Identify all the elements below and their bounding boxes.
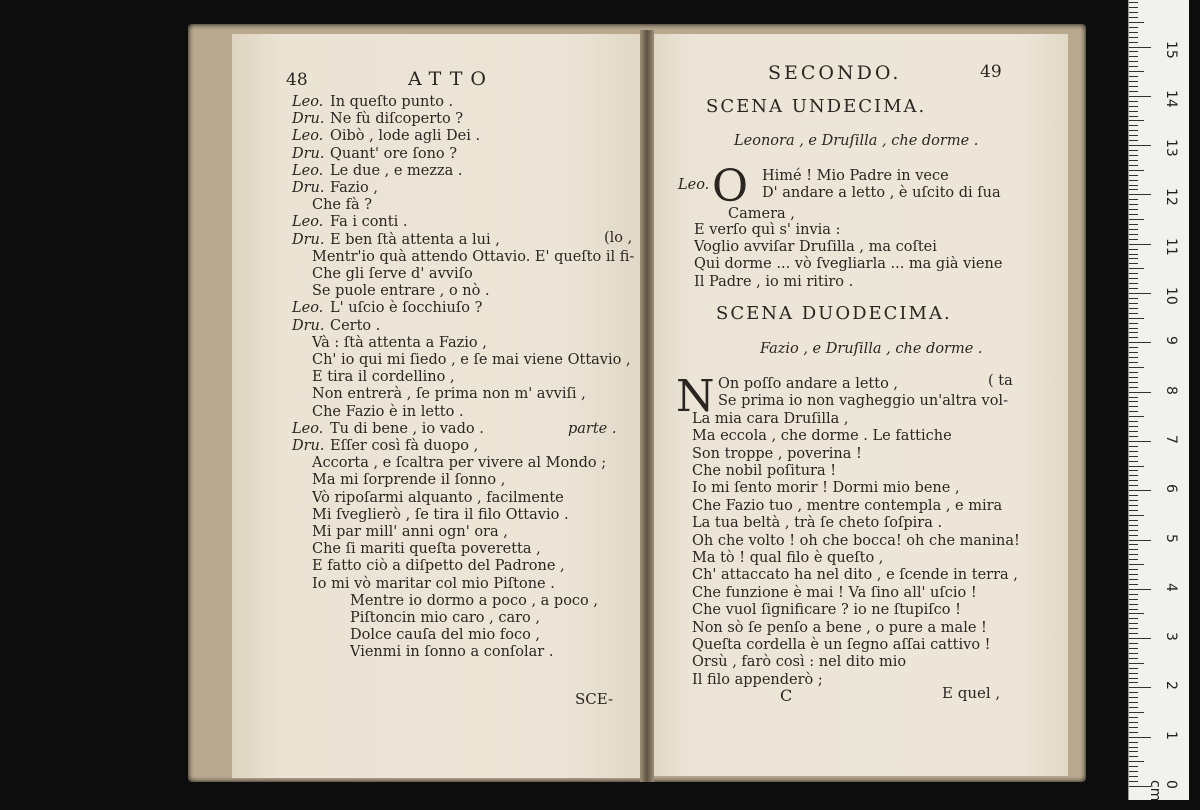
speaker-label: Dru. [292, 231, 325, 248]
verse-line: Vò ripoſarmi alquanto , facilmente [312, 489, 564, 506]
ruler-tick [1129, 495, 1138, 496]
ruler-tick [1129, 180, 1138, 181]
ruler-tick [1129, 372, 1138, 373]
verse-line: Ma tò ! qual filo è queſto , [692, 550, 884, 566]
ruler-tick [1129, 643, 1138, 644]
ruler-tick [1129, 628, 1138, 629]
verse-line: Le due , e mezza . [330, 162, 463, 179]
verse-line: E tira il cordellino , [312, 369, 455, 386]
scene-undecima-speaker: Leo. [678, 177, 710, 193]
ruler-tick [1129, 673, 1138, 674]
verse-line: Fazio , [330, 180, 378, 196]
ruler-tick [1129, 668, 1138, 669]
ruler-tick [1129, 61, 1138, 62]
ruler-tick [1129, 288, 1138, 289]
ruler-number: 9 [1163, 336, 1179, 346]
verse-line: E verſo quì s' invia : [694, 222, 841, 238]
ruler-tick [1129, 106, 1138, 107]
ruler-tick [1129, 111, 1138, 112]
right-page-number: 49 [980, 62, 1002, 82]
ruler-tick [1129, 170, 1144, 171]
verse-line: In queſto punto . [330, 94, 454, 110]
verse-line: L' uſcio è ſocchiuſo ? [330, 300, 483, 317]
ruler-tick [1129, 273, 1138, 274]
ruler-number: 10 [1163, 287, 1179, 305]
ruler-tick [1129, 377, 1138, 378]
ruler-tick [1129, 707, 1138, 708]
speaker-label: Dru. [292, 180, 325, 196]
ruler-tick [1129, 761, 1144, 762]
verse-line: Oh che volto ! oh che bocca! oh che manina! [692, 532, 1020, 549]
ruler-tick [1129, 687, 1151, 688]
ruler-tick [1129, 165, 1138, 166]
ruler-tick [1129, 214, 1138, 215]
speaker-label: Leo. [292, 128, 324, 145]
ruler-tick [1129, 609, 1138, 610]
ruler-tick [1129, 244, 1151, 245]
ruler-tick [1129, 742, 1138, 743]
ruler-tick [1129, 510, 1138, 511]
verse-line: Ch' attaccato ha nel dito , e ſcende in terra , [692, 567, 1018, 584]
ruler-tick [1129, 500, 1138, 501]
ruler-tick [1129, 51, 1138, 52]
ruler-tick [1129, 263, 1138, 264]
ruler-tick [1129, 145, 1151, 146]
verse-line: Voglio avviſar Druſilla , ma coſtei [694, 239, 937, 255]
ruler-tick [1129, 658, 1138, 659]
ruler-tick [1129, 91, 1138, 92]
stage-direction: parte . [568, 421, 617, 437]
verse-line: Dolce cauſa del mio foco , [350, 627, 541, 644]
ruler-tick [1129, 461, 1138, 462]
ruler-number: 4 [1163, 582, 1179, 592]
ruler-tick [1129, 323, 1138, 324]
ruler-tick [1129, 717, 1138, 718]
ruler-number: 12 [1163, 188, 1179, 207]
ruler-tick [1129, 623, 1138, 624]
ruler-tick [1129, 564, 1144, 565]
ruler-tick [1129, 446, 1138, 447]
verse-line: Che fà ? [312, 197, 373, 214]
ruler-tick [1129, 712, 1144, 713]
ruler-number: 13 [1163, 139, 1179, 157]
ruler-tick [1129, 648, 1138, 649]
verse-line: Fa i conti . [330, 214, 408, 231]
verse-line: Io mi ſento morir ! Dormi mio bene , [692, 480, 960, 497]
verse-line: Che nobil poſitura ! [692, 463, 837, 479]
scene-undecima-cast: Leonora , e Druſilla , che dorme . [734, 133, 979, 149]
speaker-label: Leo. [292, 94, 324, 110]
ruler-tick [1129, 771, 1138, 772]
ruler-tick [1129, 732, 1138, 733]
ruler-tick [1129, 535, 1138, 536]
speaker-label: Dru. [292, 317, 325, 334]
verse-line: On poſſo andare a letto , [718, 376, 899, 392]
ruler-tick [1129, 27, 1138, 28]
verse-line: Che vuol ſignificare ? io ne ſtupiſco ! [692, 602, 961, 619]
verse-line: Himé ! Mio Padre in vece [762, 168, 949, 184]
ruler-tick [1129, 569, 1138, 570]
ruler-tick [1129, 525, 1138, 526]
ruler-tick [1129, 101, 1138, 102]
verse-line: Che ſi mariti queſta poveretta , [312, 541, 541, 558]
ruler-tick [1129, 549, 1138, 550]
ruler-tick [1129, 116, 1138, 117]
ruler-tick [1129, 362, 1138, 363]
ruler-tick [1129, 189, 1138, 190]
verse-line: Che funzione è mai ! Va ſino all' uſcio ! [692, 584, 977, 601]
verse-line: Se puole entrare , o nò . [312, 283, 490, 300]
verse-line: Ma mi ſorprende il ſonno , [312, 472, 506, 489]
verse-line: Io mi vò maritar col mio Piſtone . [312, 575, 555, 592]
ruler-tick [1129, 781, 1138, 782]
ruler-tick [1129, 332, 1138, 333]
ruler-tick [1129, 76, 1138, 77]
ruler-number: 7 [1163, 434, 1179, 444]
ruler-tick [1129, 2, 1138, 3]
ruler-tick [1129, 249, 1138, 250]
ruler-tick [1129, 599, 1138, 600]
ruler-number: 15 [1163, 40, 1179, 59]
ruler-tick [1129, 357, 1138, 358]
ruler-tick [1129, 56, 1138, 57]
ruler-tick [1129, 579, 1138, 580]
ruler-tick [1129, 727, 1138, 728]
verse-line: Quant' ore ſono ? [330, 145, 458, 162]
ruler-tick [1129, 135, 1138, 136]
ruler-tick [1129, 283, 1138, 284]
ruler-tick [1129, 308, 1138, 309]
ruler-tick [1129, 480, 1138, 481]
ruler-tick [1129, 416, 1144, 417]
right-catchword: E quel , [942, 684, 1001, 702]
ruler-tick [1129, 71, 1144, 72]
ruler-tick [1129, 367, 1144, 368]
verse-line: La mia cara Druſilla , [692, 410, 849, 427]
verse-line: Mi par mill' anni ogn' ora , [312, 524, 508, 540]
ruler-tick [1129, 751, 1138, 752]
verse-line: Qui dorme ... vò ſvegliarla ... ma già viene [694, 256, 1003, 272]
ruler-tick [1129, 204, 1138, 205]
ruler-tick [1129, 199, 1138, 200]
scene-undecima-title: SCENA UNDECIMA. [706, 96, 927, 117]
ruler-tick [1129, 559, 1138, 560]
verse-line: Che gli ſerve d' avviſo [312, 266, 473, 282]
verse-line: D' andare a letto , è uſcito di ſua [762, 185, 1001, 201]
verse-line: Non entrerà , ſe prima non m' avviſi , [312, 386, 586, 403]
verse-line: Non sò ſe penſo a bene , o pure a male ! [692, 619, 987, 636]
ruler-tick [1129, 604, 1138, 605]
ruler-tick [1129, 278, 1138, 279]
verse-line: Orsù , farò così : nel dito mio [692, 654, 907, 671]
drop-cap-n: N [676, 371, 715, 422]
ruler-tick [1129, 342, 1151, 343]
ruler-tick [1129, 406, 1138, 407]
ruler-tick [1129, 328, 1138, 329]
verse-line: La tua beltà , trà ſe cheto ſoſpira . [692, 515, 943, 532]
ruler-number: 2 [1163, 681, 1179, 691]
ruler-tick [1129, 678, 1138, 679]
ruler-tick [1129, 663, 1144, 664]
book-gutter [640, 30, 654, 782]
verse-line: Che Fazio tuo , mentre contempla , e mira [692, 497, 1003, 514]
ruler-tick [1129, 737, 1151, 738]
ruler-tick [1129, 475, 1138, 476]
ruler-tick [1129, 125, 1138, 126]
ruler-tick [1129, 692, 1138, 693]
ruler-tick [1129, 258, 1138, 259]
speaker-label: Leo. [292, 300, 324, 317]
ruler-tick [1129, 397, 1138, 398]
ruler-tick [1129, 337, 1138, 338]
ruler-tick [1129, 584, 1138, 585]
ruler-tick [1129, 530, 1138, 531]
ruler-tick [1129, 653, 1138, 654]
verse-line: Piſtoncin mio caro , caro , [350, 610, 540, 626]
verse-line: Oibò , lode agli Dei . [330, 128, 481, 145]
speaker-label: Leo. [292, 420, 324, 437]
ruler-tick [1129, 392, 1151, 393]
ruler-tick [1129, 682, 1138, 683]
speaker-label: Dru. [292, 145, 325, 162]
ruler-tick [1129, 224, 1138, 225]
verse-line: Vienmi in ſonno a conſolar . [350, 644, 554, 661]
ruler-tick [1129, 421, 1138, 422]
ruler-tick [1129, 219, 1144, 220]
ruler-number: 6 [1163, 484, 1179, 494]
ruler-tick [1129, 387, 1138, 388]
ruler-number: 5 [1163, 533, 1179, 543]
ruler-tick [1129, 544, 1138, 545]
ruler-tick [1129, 160, 1138, 161]
scene-duodecima-cast: Fazio , e Druſilla , che dorme . [760, 341, 983, 357]
speaker-label: Dru. [292, 438, 325, 454]
ruler-tick [1129, 776, 1138, 777]
verse-line: E fatto ciò a diſpetto del Padrone , [312, 558, 565, 575]
ruler-tick [1129, 618, 1138, 619]
ruler-number: 0 cm [1147, 780, 1179, 802]
ruler-number: 3 [1163, 632, 1179, 642]
ruler-tick [1129, 470, 1138, 471]
verse-line: Ne fù diſcoperto ? [330, 111, 464, 128]
ruler-tick [1129, 382, 1138, 383]
ruler-tick [1129, 466, 1144, 467]
ruler-tick [1129, 66, 1138, 67]
right-running-head: SECONDO. [768, 62, 902, 84]
left-running-head: ATTO [408, 68, 494, 90]
ruler-number: 11 [1163, 237, 1179, 256]
ruler-tick [1129, 589, 1151, 590]
ruler-tick [1129, 7, 1138, 8]
verse-line: Ma eccola , che dorme . Le fattiche [692, 428, 952, 445]
ruler-tick [1129, 411, 1138, 412]
speaker-label: Dru. [292, 111, 325, 128]
ruler-tick [1129, 633, 1138, 634]
ruler-tick [1129, 638, 1151, 639]
ruler-tick [1129, 485, 1138, 486]
left-page-number: 48 [286, 70, 308, 90]
ruler-tick [1129, 86, 1138, 87]
ruler-tick [1129, 229, 1138, 230]
ruler-tick [1129, 47, 1151, 48]
ruler-tick [1129, 293, 1151, 294]
verse-line: Eſſer così fà duopo , [330, 438, 479, 454]
ruler-tick [1129, 254, 1138, 255]
speaker-label: Leo. [292, 214, 324, 231]
ruler-tick [1129, 130, 1138, 131]
ruler-tick [1129, 234, 1138, 235]
ruler-tick [1129, 554, 1138, 555]
ruler-tick [1129, 352, 1138, 353]
ruler-number: 8 [1163, 385, 1179, 395]
left-catchword: SCE- [575, 690, 614, 708]
ruler-tick [1129, 594, 1138, 595]
verse-line: Accorta , e ſcaltra per vivere al Mondo ; [312, 455, 607, 472]
verse-line: Tu di bene , io vado . [330, 420, 484, 437]
ruler-tick [1129, 17, 1138, 18]
verse-line: Certo . [330, 317, 381, 334]
ruler-tick [1129, 194, 1151, 195]
ruler-tick [1129, 318, 1144, 319]
ruler-tick [1129, 268, 1144, 269]
ruler-tick [1129, 426, 1138, 427]
verse-line: Il filo appenderò ; [692, 671, 823, 688]
ruler-tick [1129, 722, 1138, 723]
ruler-tick [1129, 303, 1138, 304]
ruler-tick [1129, 81, 1138, 82]
verse-line: Se prima io non vagheggio un'altra vol- [718, 393, 1008, 410]
ruler-tick [1129, 520, 1138, 521]
ruler-tick [1129, 150, 1138, 151]
ruler-tick [1129, 37, 1138, 38]
ruler-tick [1129, 313, 1138, 314]
ruler-number: 1 [1163, 730, 1179, 740]
ruler-tick [1129, 32, 1138, 33]
ruler-tick [1129, 451, 1138, 452]
verse-line: Son troppe , poverina ! [692, 445, 862, 462]
ruler-tick [1129, 436, 1138, 437]
ruler-tick [1129, 175, 1138, 176]
ruler-tick [1129, 515, 1144, 516]
ruler-tick [1129, 431, 1138, 432]
measurement-ruler [1128, 0, 1189, 800]
ruler-tick [1129, 505, 1138, 506]
ruler-tick [1129, 347, 1138, 348]
verse-line: Che Fazio è in letto . [312, 403, 464, 420]
ruler-tick [1129, 702, 1138, 703]
verse-line: E ben ſtà attenta a lui , [330, 231, 500, 248]
ruler-tick [1129, 120, 1144, 121]
drop-cap-o: O [712, 161, 749, 212]
ruler-number: 14 [1163, 89, 1179, 108]
ruler-tick [1129, 574, 1138, 575]
verse-line: Camera , [728, 206, 795, 222]
ruler-tick [1129, 490, 1151, 491]
ruler-tick [1129, 239, 1138, 240]
ruler-tick [1129, 756, 1138, 757]
ruler-tick [1129, 140, 1138, 141]
speaker-label: Leo. [292, 162, 324, 179]
scene-duodecima-title: SCENA DUODECIMA. [716, 303, 952, 324]
verse-line: Ch' io qui mi ſiedo , e ſe mai viene Ottavio , [312, 352, 631, 368]
ruler-tick [1129, 766, 1138, 767]
ruler-tick [1129, 613, 1144, 614]
ruler-tick [1129, 456, 1138, 457]
right-turnover: ( ta [988, 373, 1013, 389]
signature-mark: C [780, 686, 793, 705]
left-turnover: (lo , [604, 230, 633, 246]
ruler-tick [1129, 298, 1138, 299]
ruler-tick [1129, 747, 1138, 748]
ruler-tick [1129, 155, 1138, 156]
verse-line: Mi ſveglierò , ſe tira il filo Ottavio . [312, 506, 569, 523]
ruler-tick [1129, 96, 1151, 97]
ruler-tick [1129, 441, 1151, 442]
ruler-tick [1129, 42, 1138, 43]
ruler-tick [1129, 209, 1138, 210]
ruler-tick [1129, 185, 1138, 186]
verse-line: Mentre io dormo a poco , a poco , [350, 592, 599, 609]
verse-line: Và : ſtà attenta a Fazio , [312, 334, 487, 351]
verse-line: Il Padre , io mi ritiro . [694, 274, 854, 290]
ruler-tick [1129, 22, 1144, 23]
verse-line: Queſta cordella è un ſegno aſſai cattivo ! [692, 637, 991, 653]
verse-line: Mentr'io quà attendo Ottavio. E' queſto il fi- [312, 248, 635, 265]
ruler-tick [1129, 540, 1151, 541]
ruler-tick [1129, 401, 1138, 402]
ruler-tick [1129, 12, 1138, 13]
ruler-tick [1129, 697, 1138, 698]
